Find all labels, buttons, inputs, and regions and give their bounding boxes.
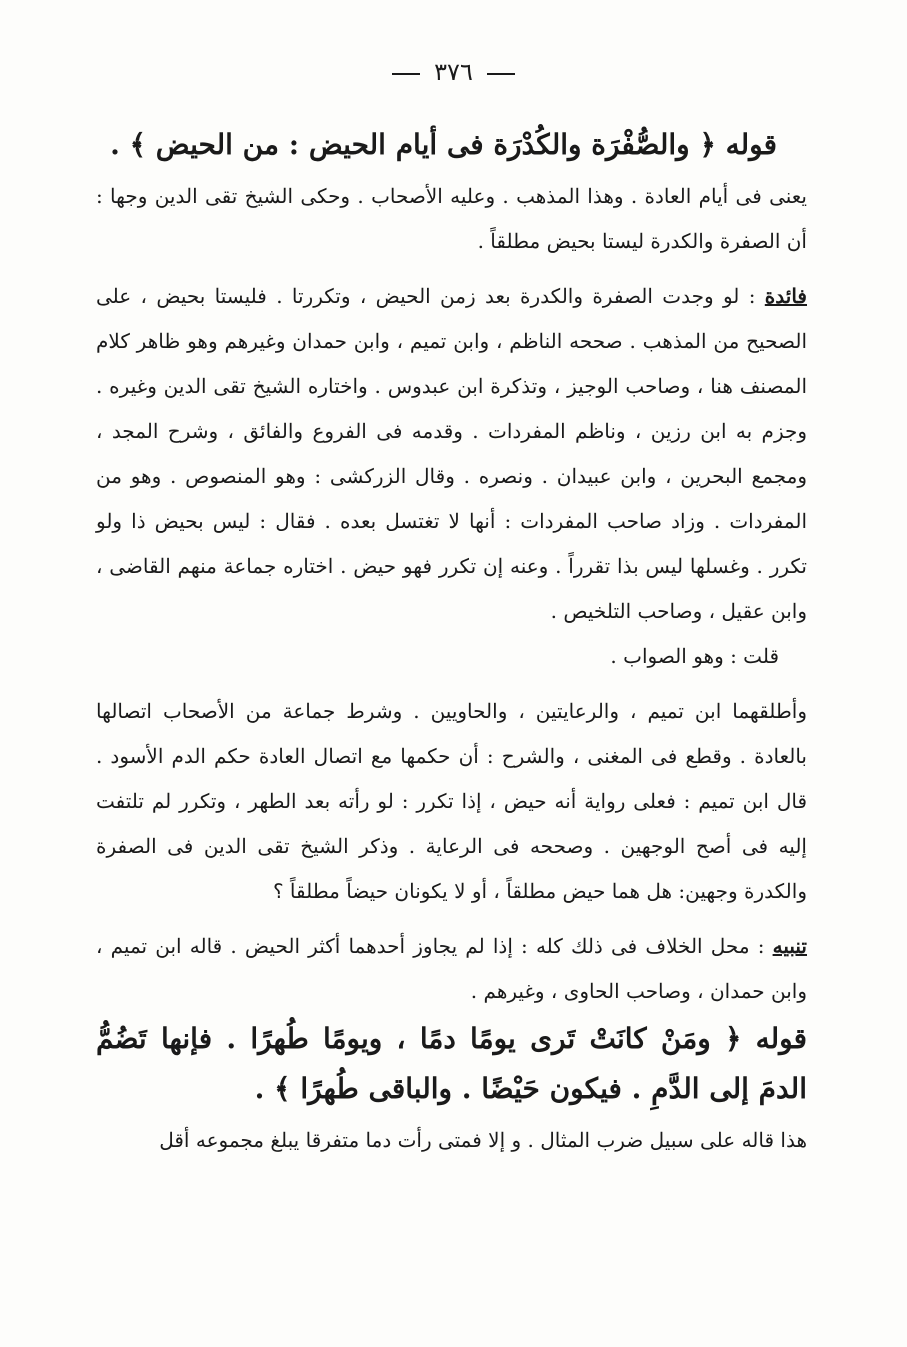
quote-heading: قوله ﴿ والصُّفْرَة والكُدْرَة فى أيام الحيض : من الحيض ﴾ . [110, 128, 777, 161]
quote-heading: قوله ﴿ ومَنْ كانَتْ تَرى يومًا دمًا ، ويومًا طُهرًا . فإنها تَضُمُّ الدمَ إلى الدَّمِ . فيكون حَيْضًا . والباقى طُهرًا ﴾ . [96, 1022, 807, 1105]
page-number-text: ٣٧٦ [434, 58, 473, 86]
note-label: تنبيه [772, 934, 807, 958]
note-label: فائدة [764, 284, 807, 308]
indented-line: قلت : وهو الصواب . [610, 644, 779, 668]
caution-note [96, 924, 807, 1014]
paragraph: وأطلقهما ابن تميم ، والرعايتين ، والحاويين . وشرط جماعة من الأصحاب اتصالها بالعادة . وقطع فى المغنى ، والشرح : أن حكمها مع اتصال العادة حكم الدم الأسود . قال ابن تميم : فعلى رواية أنه حيض ، إذا تكرر : لو رأته بعد الطهر ، وتكرر لم تلتفت إليه فى أصح الوجهين . وصححه فى الرعاية . وذكر الشيخ تقى الدين فى الصفرة والكدرة وجهين: هل هما حيض مطلقاً ، أو لا يكونان حيضاً مطلقاً ؟ [96, 699, 807, 903]
paragraph: يعنى فى أيام العادة . وهذا المذهب . وعليه الأصحاب . وحكى الشيخ تقى الدين وجها : أن الصفرة والكدرة ليستا بحيض مطلقاً . [96, 184, 807, 253]
paragraph: هذا قاله على سبيل ضرب المثال . و إلا فمتى رأت دما متفرقا يبلغ مجموعه أقل [159, 1128, 807, 1152]
page-number [0, 58, 907, 86]
page-body [96, 120, 807, 1163]
right-dash [392, 73, 420, 75]
left-dash [487, 73, 515, 75]
benefit-note [96, 274, 807, 634]
note-text: : لو وجدت الصفرة والكدرة بعد زمن الحيض ، وتكررتا . فليستا بحيض ، على الصحيح من المذهب . صححه الناظم ، وابن تميم ، وابن حمدان وغيرهم وهو ظاهر كلام المصنف هنا ، وصاحب الوجيز ، وتذكرة ابن عبدوس . واختاره الشيخ تقى الدين وغيره . وجزم به ابن رزين ، وناظم المفردات . وقدمه فى الفروع والفائق ، وشرح المجد ، ومجمع البحرين ، وابن عبيدان . ونصره . وقال الزركشى : وهو المنصوص . وهو من المفردات . وزاد صاحب المفردات : أنها لا تغتسل بعده . فقال : ليس بحيض ذا ولو تكرر . وغسلها ليس بذا تقرراً . وعنه إن تكرر فهو حيض . اختاره جماعة منهم القاضى ، وابن عقيل ، وصاحب التلخيص . [96, 284, 807, 623]
note-text: : محل الخلاف فى ذلك كله : إذا لم يجاوز أحدهما أكثر الحيض . قاله ابن تميم ، وابن حمدان ، وصاحب الحاوى ، وغيرهم . [96, 934, 807, 1003]
